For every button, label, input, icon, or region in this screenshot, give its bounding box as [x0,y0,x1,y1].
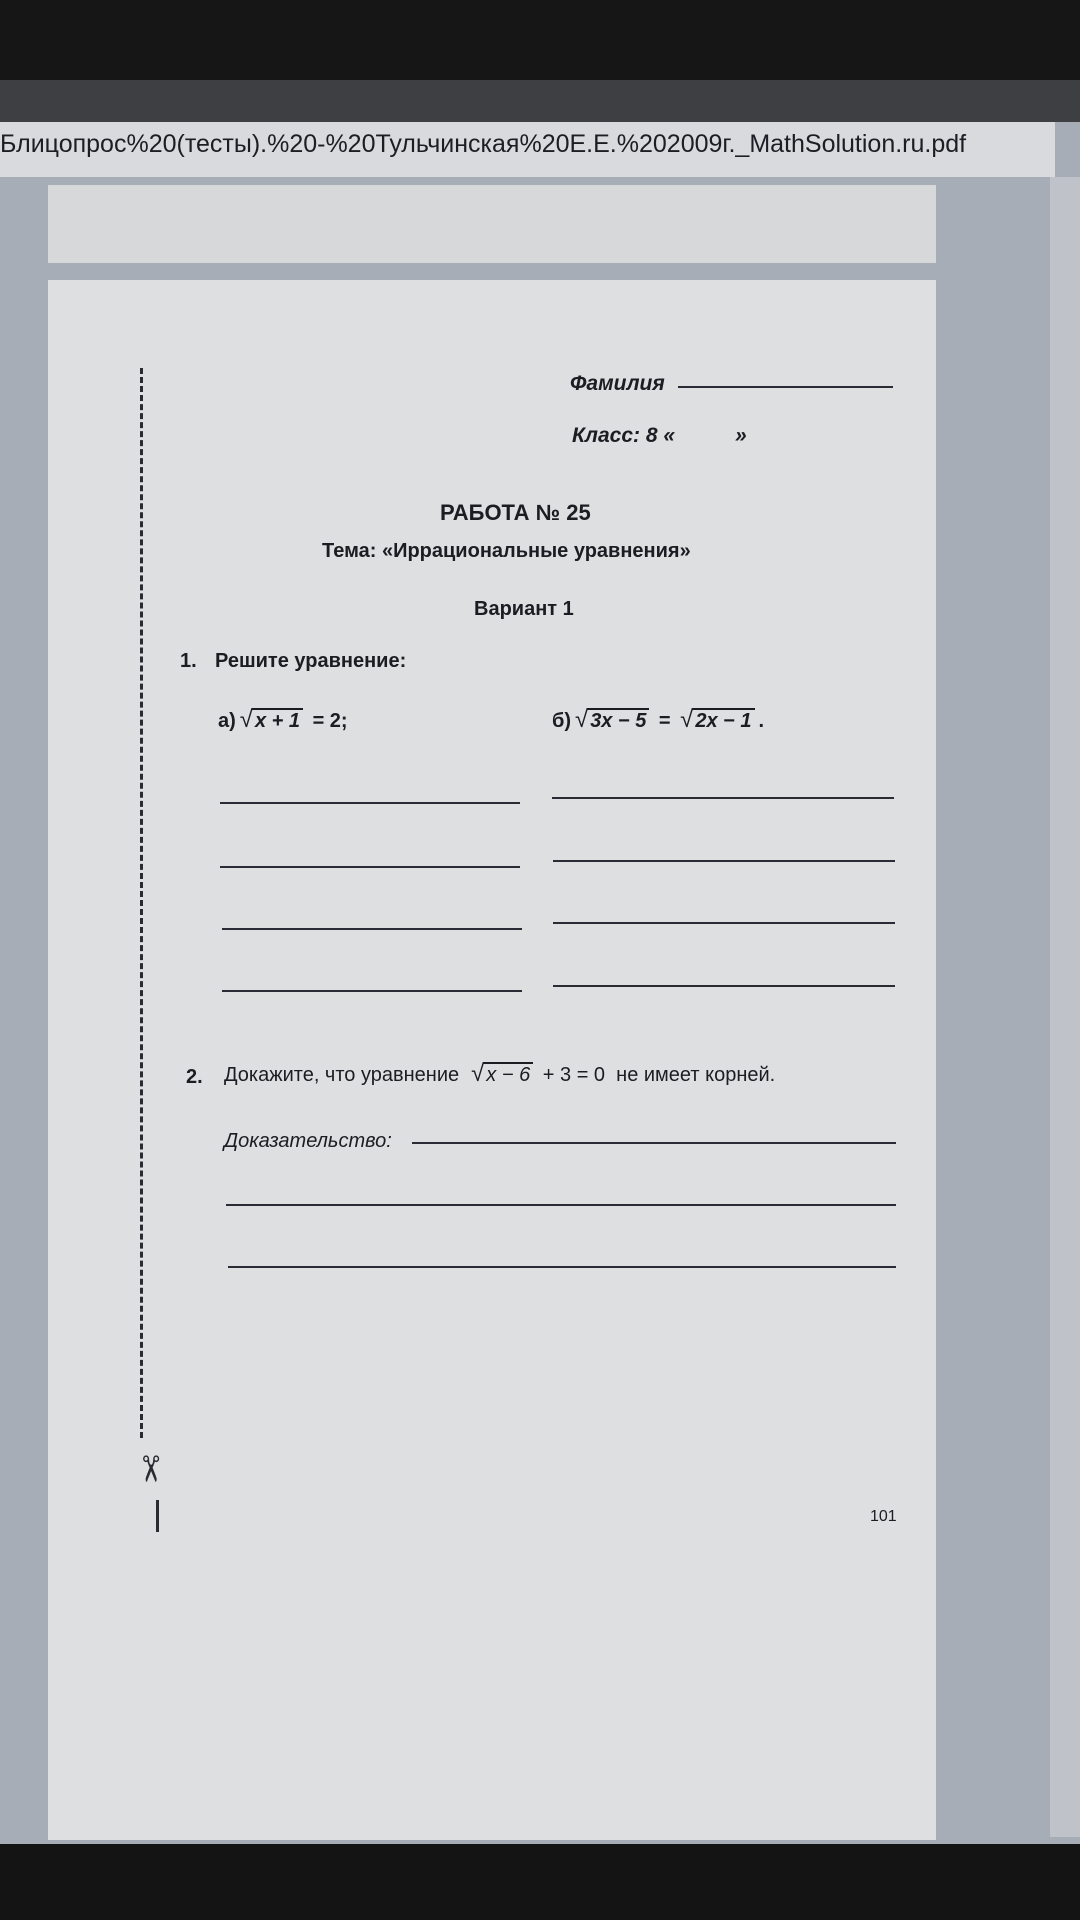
bottom-dark-frame [0,1844,1080,1920]
answer-line-b-4[interactable] [553,985,895,987]
root-sign-icon: √ [239,706,253,733]
cut-line-end [156,1500,159,1532]
answer-line-a-2[interactable] [220,866,520,868]
answer-line-b-2[interactable] [553,860,895,862]
square-root-right [680,708,754,733]
question-2-text [224,1062,775,1087]
answer-line-b-3[interactable] [553,922,895,924]
variant-label: Вариант 1 [474,598,574,620]
equation-b-label: б) [552,710,572,732]
radicand-left: 3x − 5 [587,708,649,733]
equation-b-end: . [758,710,765,732]
proof-line-2[interactable] [226,1204,896,1206]
class-label-close: » [735,424,747,447]
answer-line-b-1[interactable] [552,797,894,799]
proof-line-3[interactable] [228,1266,896,1268]
root-sign-icon: √ [471,1060,485,1087]
answer-line-a-3[interactable] [222,928,522,930]
radicand-right: 2x − 1 [692,708,754,733]
root-sign-icon: √ [575,706,589,733]
surname-label: Фамилия [570,372,665,395]
question-2-number: 2. [186,1066,203,1088]
scissors-icon: ✂ [130,1453,172,1485]
equation-a [218,708,348,733]
top-dark-frame [0,0,1080,80]
question-2-text-before: Докажите, что уравнение [224,1064,460,1086]
equation-a-rhs: = 2; [307,710,348,732]
square-root [240,708,303,733]
cut-line [140,368,143,1438]
square-root-left [575,708,649,733]
surname-field[interactable] [678,386,893,388]
work-topic: Тема: «Иррациональные уравнения» [322,540,691,562]
proof-label: Доказательство: [224,1130,392,1152]
answer-line-a-1[interactable] [220,802,520,804]
answer-line-a-4[interactable] [222,990,522,992]
document-title: Блицопрос%20(тесты).%20-%20Тульчинская%20Е.Е.%202009г._MathSolution.ru.pdf [0,130,967,158]
equation-a-label: а) [218,710,236,732]
equation-b [552,708,764,733]
equals-sign: = [653,710,677,732]
class-label: Класс: 8 « [572,424,676,447]
proof-line-1[interactable] [412,1142,896,1144]
page-number: 101 [870,1508,897,1525]
question-1-text: Решите уравнение: [215,650,407,672]
root-sign-icon: √ [680,706,694,733]
question-2-text-after: + 3 = 0 не имеет корней. [537,1064,776,1086]
work-title: РАБОТА № 25 [440,500,591,525]
square-root [471,1062,533,1087]
previous-page-edge [48,185,936,263]
question-1-number: 1. [180,650,197,672]
radicand: x − 6 [483,1062,533,1087]
viewer-scroll-area[interactable] [1050,177,1080,1837]
radicand: x + 1 [252,708,303,733]
